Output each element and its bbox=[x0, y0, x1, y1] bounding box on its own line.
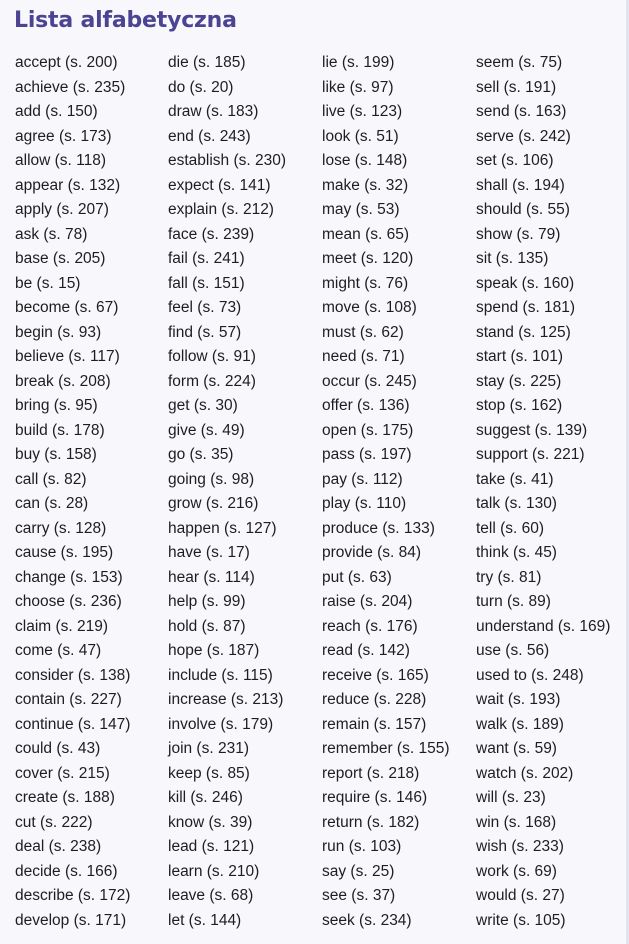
word-entry: need (s. 71) bbox=[322, 348, 405, 365]
word-entry: write (s. 105) bbox=[476, 911, 566, 929]
word-entry: deal (s. 238) bbox=[15, 838, 102, 855]
word-entry: raise (s. 204) bbox=[322, 593, 413, 610]
word-entry: begin (s. 93) bbox=[15, 323, 102, 341]
word-list bbox=[15, 51, 625, 931]
word-entry: look (s. 51) bbox=[322, 127, 399, 145]
word-entry: grow (s. 216) bbox=[168, 495, 259, 512]
word-entry: hold (s. 87) bbox=[168, 617, 246, 635]
word-entry: do (s. 20) bbox=[168, 78, 234, 96]
word-entry: add (s. 150) bbox=[15, 103, 98, 120]
word-entry: kill (s. 246) bbox=[168, 789, 243, 806]
word-entry: call (s. 82) bbox=[15, 470, 87, 488]
word-entry: report (s. 218) bbox=[322, 764, 420, 782]
word-entry: lose (s. 148) bbox=[322, 152, 408, 169]
word-entry: carry (s. 128) bbox=[15, 519, 107, 537]
word-entry: happen (s. 127) bbox=[168, 519, 277, 537]
word-entry: tell (s. 60) bbox=[476, 519, 545, 537]
word-entry: draw (s. 183) bbox=[168, 103, 259, 120]
word-entry: hope (s. 187) bbox=[168, 642, 260, 659]
word-entry: break (s. 208) bbox=[15, 372, 111, 390]
word-entry: involve (s. 179) bbox=[168, 715, 274, 733]
word-entry: seem (s. 75) bbox=[476, 54, 563, 71]
word-entry: explain (s. 212) bbox=[168, 201, 274, 218]
word-entry: join (s. 231) bbox=[168, 740, 249, 757]
word-entry: shall (s. 194) bbox=[476, 176, 565, 194]
word-entry: give (s. 49) bbox=[168, 421, 245, 439]
word-entry: choose (s. 236) bbox=[15, 593, 122, 610]
word-entry: offer (s. 136) bbox=[322, 397, 410, 414]
word-entry: mean (s. 65) bbox=[322, 225, 410, 243]
word-entry: feel (s. 73) bbox=[168, 299, 242, 316]
word-entry: come (s. 47) bbox=[15, 642, 102, 659]
word-entry: sit (s. 135) bbox=[476, 250, 549, 267]
word-entry: going (s. 98) bbox=[168, 470, 255, 488]
word-entry: claim (s. 219) bbox=[15, 617, 109, 635]
word-entry: let (s. 144) bbox=[168, 911, 242, 929]
word-entry: go (s. 35) bbox=[168, 446, 234, 463]
word-entry: allow (s. 118) bbox=[15, 152, 107, 169]
word-entry: change (s. 153) bbox=[15, 568, 123, 586]
page-title: Lista alfabetyczna bbox=[14, 8, 237, 33]
word-entry: achieve (s. 235) bbox=[15, 78, 126, 96]
word-entry: win (s. 168) bbox=[476, 813, 557, 831]
word-entry: continue (s. 147) bbox=[15, 715, 131, 733]
word-entry: seek (s. 234) bbox=[322, 911, 412, 929]
word-entry: appear (s. 132) bbox=[15, 176, 121, 194]
word-entry: follow (s. 91) bbox=[168, 348, 256, 365]
word-entry: occur (s. 245) bbox=[322, 372, 417, 390]
word-entry: pay (s. 112) bbox=[322, 470, 403, 488]
word-entry: show (s. 79) bbox=[476, 225, 561, 243]
word-entry: read (s. 142) bbox=[322, 642, 410, 659]
word-entry: build (s. 178) bbox=[15, 421, 105, 439]
word-entry: stop (s. 162) bbox=[476, 397, 563, 414]
word-entry: accept (s. 200) bbox=[15, 54, 118, 71]
word-entry: play (s. 110) bbox=[322, 495, 407, 512]
word-entry: sell (s. 191) bbox=[476, 78, 557, 96]
word-entry: require (s. 146) bbox=[322, 789, 428, 806]
word-entry: stand (s. 125) bbox=[476, 323, 571, 341]
word-entry: speak (s. 160) bbox=[476, 274, 575, 292]
word-entry: walk (s. 189) bbox=[476, 715, 564, 733]
word-entry: try (s. 81) bbox=[476, 568, 542, 586]
word-entry: learn (s. 210) bbox=[168, 862, 260, 880]
word-entry: fail (s. 241) bbox=[168, 250, 245, 267]
word-entry: see (s. 37) bbox=[322, 887, 396, 904]
word-entry: stay (s. 225) bbox=[476, 372, 562, 390]
word-entry: suggest (s. 139) bbox=[476, 421, 588, 439]
word-column-4 bbox=[476, 51, 610, 933]
word-entry: base (s. 205) bbox=[15, 250, 106, 267]
word-entry: use (s. 56) bbox=[476, 642, 550, 659]
word-entry: send (s. 163) bbox=[476, 103, 567, 120]
word-entry: used to (s. 248) bbox=[476, 666, 584, 684]
word-entry: apply (s. 207) bbox=[15, 201, 109, 218]
word-entry: hear (s. 114) bbox=[168, 568, 255, 586]
word-entry: increase (s. 213) bbox=[168, 691, 284, 708]
word-entry: decide (s. 166) bbox=[15, 862, 118, 880]
word-entry: say (s. 25) bbox=[322, 862, 395, 880]
word-entry: support (s. 221) bbox=[476, 446, 585, 463]
word-column-2 bbox=[168, 51, 286, 933]
word-entry: produce (s. 133) bbox=[322, 519, 435, 537]
word-entry: meet (s. 120) bbox=[322, 250, 414, 267]
word-entry: remember (s. 155) bbox=[322, 740, 450, 757]
word-entry: lie (s. 199) bbox=[322, 54, 395, 71]
word-entry: fall (s. 151) bbox=[168, 274, 245, 292]
word-entry: can (s. 28) bbox=[15, 495, 89, 512]
word-entry: develop (s. 171) bbox=[15, 911, 127, 929]
word-entry: face (s. 239) bbox=[168, 225, 255, 243]
word-entry: lead (s. 121) bbox=[168, 838, 255, 855]
word-entry: may (s. 53) bbox=[322, 201, 400, 218]
word-entry: put (s. 63) bbox=[322, 568, 392, 586]
word-entry: like (s. 97) bbox=[322, 78, 394, 96]
word-entry: would (s. 27) bbox=[476, 887, 565, 904]
word-entry: end (s. 243) bbox=[168, 127, 251, 145]
word-entry: run (s. 103) bbox=[322, 838, 402, 855]
word-entry: die (s. 185) bbox=[168, 54, 246, 71]
word-entry: form (s. 224) bbox=[168, 372, 256, 390]
word-column-1 bbox=[15, 51, 130, 933]
word-entry: might (s. 76) bbox=[322, 274, 409, 292]
word-entry: could (s. 43) bbox=[15, 740, 101, 757]
word-entry: help (s. 99) bbox=[168, 593, 246, 610]
word-entry: get (s. 30) bbox=[168, 397, 238, 414]
word-entry: watch (s. 202) bbox=[476, 764, 574, 782]
word-entry: reach (s. 176) bbox=[322, 617, 418, 635]
word-entry: cause (s. 195) bbox=[15, 544, 114, 561]
word-entry: leave (s. 68) bbox=[168, 887, 254, 904]
word-entry: move (s. 108) bbox=[322, 299, 417, 316]
word-entry: establish (s. 230) bbox=[168, 152, 287, 169]
word-entry: keep (s. 85) bbox=[168, 764, 250, 782]
word-entry: set (s. 106) bbox=[476, 152, 554, 169]
word-entry: want (s. 59) bbox=[476, 740, 557, 757]
word-entry: receive (s. 165) bbox=[322, 666, 429, 684]
word-entry: describe (s. 172) bbox=[15, 887, 131, 904]
word-entry: make (s. 32) bbox=[322, 176, 409, 194]
word-entry: open (s. 175) bbox=[322, 421, 414, 439]
word-entry: agree (s. 173) bbox=[15, 127, 112, 145]
word-entry: include (s. 115) bbox=[168, 666, 273, 684]
word-entry: believe (s. 117) bbox=[15, 348, 120, 365]
word-column-3 bbox=[322, 51, 449, 933]
word-entry: wait (s. 193) bbox=[476, 691, 561, 708]
word-entry: consider (s. 138) bbox=[15, 666, 131, 684]
word-entry: wish (s. 233) bbox=[476, 838, 564, 855]
word-entry: turn (s. 89) bbox=[476, 593, 551, 610]
word-entry: have (s. 17) bbox=[168, 544, 250, 561]
word-entry: buy (s. 158) bbox=[15, 446, 97, 463]
word-entry: expect (s. 141) bbox=[168, 176, 271, 194]
word-entry: return (s. 182) bbox=[322, 813, 420, 831]
word-entry: take (s. 41) bbox=[476, 470, 554, 488]
word-entry: reduce (s. 228) bbox=[322, 691, 427, 708]
word-entry: understand (s. 169) bbox=[476, 617, 611, 635]
word-entry: must (s. 62) bbox=[322, 323, 404, 341]
word-entry: provide (s. 84) bbox=[322, 544, 422, 561]
word-entry: contain (s. 227) bbox=[15, 691, 122, 708]
word-entry: become (s. 67) bbox=[15, 299, 119, 316]
word-entry: bring (s. 95) bbox=[15, 397, 98, 414]
word-entry: find (s. 57) bbox=[168, 323, 242, 341]
word-entry: be (s. 15) bbox=[15, 274, 81, 292]
word-entry: live (s. 123) bbox=[322, 103, 403, 120]
word-entry: will (s. 23) bbox=[476, 789, 546, 806]
word-entry: cut (s. 222) bbox=[15, 813, 93, 831]
word-entry: cover (s. 215) bbox=[15, 764, 110, 782]
word-entry: spend (s. 181) bbox=[476, 299, 576, 316]
word-entry: should (s. 55) bbox=[476, 201, 570, 218]
word-entry: remain (s. 157) bbox=[322, 715, 427, 733]
word-entry: serve (s. 242) bbox=[476, 127, 571, 145]
word-entry: pass (s. 197) bbox=[322, 446, 412, 463]
word-entry: think (s. 45) bbox=[476, 544, 557, 561]
word-entry: create (s. 188) bbox=[15, 789, 115, 806]
word-entry: ask (s. 78) bbox=[15, 225, 88, 243]
word-entry: start (s. 101) bbox=[476, 348, 563, 365]
word-entry: talk (s. 130) bbox=[476, 495, 557, 512]
word-entry: know (s. 39) bbox=[168, 813, 253, 831]
word-entry: work (s. 69) bbox=[476, 862, 557, 880]
